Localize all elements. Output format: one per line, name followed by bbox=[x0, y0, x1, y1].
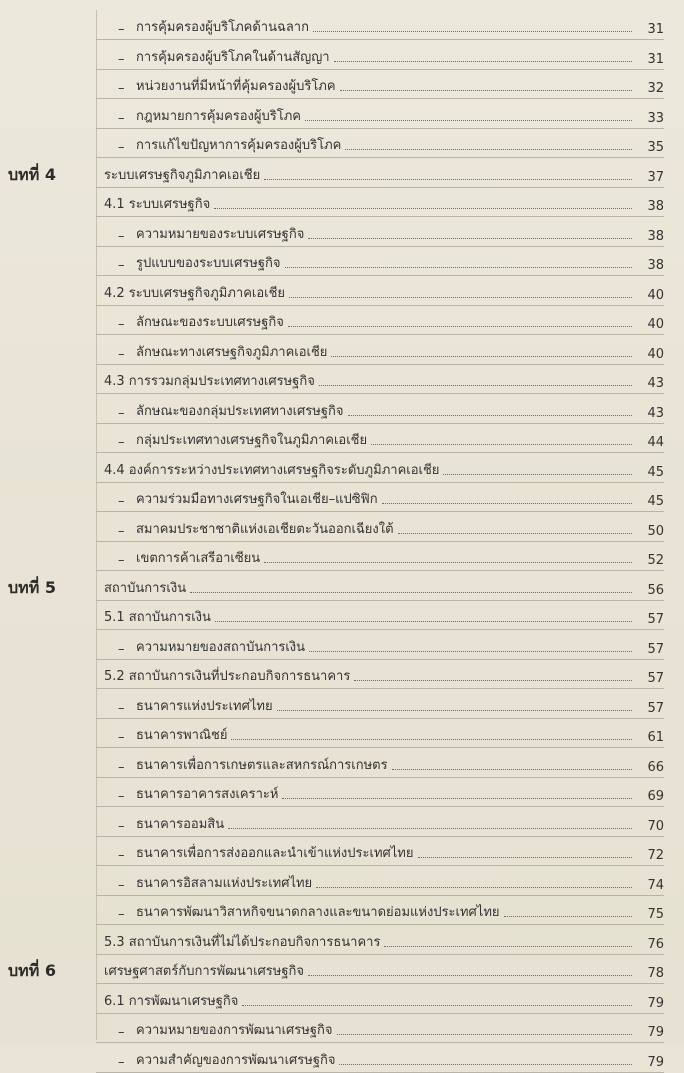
entry-title: กฎหมายการคุ้มครองผู้บริโภค bbox=[136, 108, 302, 124]
bullet-dash: – bbox=[118, 346, 125, 362]
toc-bullet-row bbox=[0, 630, 684, 660]
dot-leader bbox=[392, 768, 632, 770]
entry-title: ธนาคารแห่งประเทศไทย bbox=[136, 698, 273, 714]
dot-leader bbox=[382, 502, 632, 504]
dot-leader bbox=[190, 591, 632, 593]
page-number: 33 bbox=[647, 110, 664, 126]
toc-bullet-row bbox=[0, 836, 684, 866]
page-number: 37 bbox=[647, 169, 664, 185]
toc-bullet-row bbox=[0, 423, 684, 453]
dot-leader bbox=[305, 119, 632, 121]
page-number: 52 bbox=[647, 553, 664, 568]
dot-leader bbox=[331, 355, 632, 357]
toc-entry bbox=[118, 487, 664, 509]
toc-entry bbox=[104, 664, 664, 686]
toc-entry bbox=[118, 900, 664, 922]
toc-bullet-row bbox=[0, 689, 684, 719]
dot-leader bbox=[504, 915, 632, 917]
bullet-dash: – bbox=[118, 435, 125, 450]
toc-entry bbox=[104, 281, 664, 303]
page-number: 40 bbox=[647, 346, 664, 362]
entry-title: ความสำคัญของการพัฒนาเศรษฐกิจ bbox=[136, 1052, 336, 1068]
toc-entry bbox=[118, 1018, 664, 1040]
entry-title: กลุ่มประเทศทางเศรษฐกิจในภูมิภาคเอเชีย bbox=[136, 433, 368, 448]
page-number: 57 bbox=[647, 612, 664, 627]
toc-bullet-row bbox=[0, 69, 684, 99]
toc-entry bbox=[118, 428, 664, 450]
page-number: 45 bbox=[647, 464, 664, 480]
page-number: 56 bbox=[647, 582, 664, 598]
toc-section-row bbox=[0, 187, 684, 217]
bullet-dash: – bbox=[118, 405, 125, 421]
entry-title: ความหมายของสถาบันการเงิน bbox=[136, 639, 306, 655]
dot-leader bbox=[242, 1004, 632, 1006]
toc-entry bbox=[104, 192, 664, 214]
dot-leader bbox=[319, 384, 632, 386]
entry-title: 4.2 ระบบเศรษฐกิจภูมิภาคเอเชีย bbox=[104, 285, 286, 301]
toc-bullet-row bbox=[0, 10, 684, 40]
toc-entry bbox=[118, 251, 664, 273]
toc-entry bbox=[104, 576, 664, 598]
bullet-dash: – bbox=[118, 641, 125, 657]
dot-leader bbox=[398, 532, 632, 534]
entry-title: ลักษณะทางเศรษฐกิจภูมิภาคเอเชีย bbox=[136, 344, 328, 360]
entry-title: ธนาคารเพื่อการเกษตรและสหกรณ์การเกษตร bbox=[136, 757, 388, 773]
toc-section-row bbox=[0, 453, 684, 483]
bullet-dash: – bbox=[118, 51, 125, 67]
toc-entry bbox=[118, 812, 664, 834]
page-number: 75 bbox=[647, 907, 664, 922]
toc-chapter-row bbox=[0, 571, 684, 601]
toc-entry bbox=[118, 15, 664, 37]
toc-bullet-row bbox=[0, 394, 684, 424]
page-number: 38 bbox=[647, 258, 664, 273]
toc-entry bbox=[118, 694, 664, 716]
bullet-dash: – bbox=[118, 110, 125, 126]
toc-entry bbox=[118, 133, 664, 155]
toc-section-row bbox=[0, 984, 684, 1014]
chapter-label: บทที่ 4 bbox=[8, 164, 56, 184]
page-number: 50 bbox=[647, 523, 664, 539]
entry-title: 4.3 การรวมกลุ่มประเทศทางเศรษฐกิจ bbox=[104, 374, 315, 389]
dot-leader bbox=[443, 473, 632, 475]
page-number: 43 bbox=[647, 376, 664, 391]
bullet-dash: – bbox=[118, 730, 125, 745]
dot-leader bbox=[371, 443, 632, 445]
toc-bullet-row bbox=[0, 99, 684, 129]
entry-title: ความหมายของระบบเศรษฐกิจ bbox=[136, 226, 305, 242]
page-number: 57 bbox=[647, 700, 664, 716]
dot-leader bbox=[337, 1033, 632, 1035]
toc-bullet-row bbox=[0, 246, 684, 276]
page-number: 40 bbox=[647, 287, 664, 303]
page-number: 38 bbox=[647, 228, 664, 244]
bullet-dash: – bbox=[118, 258, 125, 273]
page-number: 72 bbox=[647, 848, 664, 863]
entry-title: สมาคมประชาชาติแห่งเอเชียตะวันออกเฉียงใต้ bbox=[136, 521, 394, 537]
toc-entry bbox=[104, 959, 664, 981]
bullet-dash: – bbox=[118, 22, 125, 37]
entry-title: ธนาคารเพื่อการส่งออกและนำเข้าแห่งประเทศไทย bbox=[136, 846, 414, 861]
entry-title: 5.2 สถาบันการเงินที่ประกอบกิจการธนาคาร bbox=[104, 669, 351, 684]
entry-title: ระบบเศรษฐกิจภูมิภาคเอเชีย bbox=[104, 167, 261, 183]
entry-title: ธนาคารออมสิน bbox=[136, 816, 225, 832]
bullet-dash: – bbox=[118, 317, 125, 332]
page-number: 40 bbox=[647, 317, 664, 332]
entry-title: เขตการค้าเสรีอาเซียน bbox=[136, 551, 261, 566]
toc-bullet-row bbox=[0, 482, 684, 512]
toc-entry bbox=[118, 74, 664, 96]
toc-bullet-row bbox=[0, 512, 684, 542]
entry-title: 4.1 ระบบเศรษฐกิจ bbox=[104, 197, 211, 212]
bullet-dash: – bbox=[118, 1025, 125, 1040]
bullet-dash: – bbox=[118, 789, 125, 804]
entry-title: ลักษณะของระบบเศรษฐกิจ bbox=[136, 315, 284, 330]
bullet-dash: – bbox=[118, 228, 125, 244]
toc-section-row bbox=[0, 276, 684, 306]
entry-title: 4.4 องค์การระหว่างประเทศทางเศรษฐกิจระดับภูมิภาคเอเชีย bbox=[104, 462, 440, 478]
toc-entry bbox=[118, 340, 664, 362]
page-number: 44 bbox=[647, 435, 664, 450]
dot-leader bbox=[214, 207, 632, 209]
toc-entry bbox=[118, 399, 664, 421]
dot-leader bbox=[340, 89, 632, 91]
entry-title: การแก้ไขปัญหาการคุ้มครองผู้บริโภค bbox=[136, 138, 342, 153]
dot-leader bbox=[316, 886, 632, 888]
page-number: 31 bbox=[647, 51, 664, 67]
entry-title: ธนาคารอิสลามแห่งประเทศไทย bbox=[136, 875, 313, 891]
toc-entry bbox=[104, 605, 664, 627]
entry-title: ความหมายของการพัฒนาเศรษฐกิจ bbox=[136, 1023, 333, 1038]
toc-bullet-row bbox=[0, 866, 684, 896]
entry-title: ธนาคารอาคารสงเคราะห์ bbox=[136, 787, 279, 802]
page-number: 70 bbox=[647, 818, 664, 834]
bullet-dash: – bbox=[118, 877, 125, 893]
page-number: 76 bbox=[647, 936, 664, 952]
page-number: 45 bbox=[647, 494, 664, 509]
toc-bullet-row bbox=[0, 305, 684, 335]
page-number: 61 bbox=[647, 730, 664, 745]
entry-title: รูปแบบของระบบเศรษฐกิจ bbox=[136, 256, 281, 271]
toc-bullet-row bbox=[0, 541, 684, 571]
toc-entry bbox=[118, 1048, 664, 1070]
toc-entry bbox=[104, 930, 664, 952]
dot-leader bbox=[282, 797, 632, 799]
page-number: 35 bbox=[647, 140, 664, 155]
page-number: 79 bbox=[647, 995, 664, 1011]
chapter-label: บทที่ 6 bbox=[8, 961, 56, 980]
toc-entry bbox=[118, 222, 664, 244]
toc-entry bbox=[118, 104, 664, 126]
toc-entry bbox=[118, 871, 664, 893]
dot-leader bbox=[354, 679, 632, 681]
dot-leader bbox=[384, 945, 632, 947]
dot-leader bbox=[309, 650, 632, 652]
dot-leader bbox=[277, 709, 632, 711]
toc-section-row bbox=[0, 659, 684, 689]
toc-bullet-row bbox=[0, 895, 684, 925]
toc-bullet-row bbox=[0, 1013, 684, 1043]
entry-title: 5.3 สถาบันการเงินที่ไม่ได้ประกอบกิจการธนาคาร bbox=[104, 934, 381, 950]
dot-leader bbox=[308, 237, 632, 239]
dot-leader bbox=[264, 561, 632, 563]
bullet-dash: – bbox=[118, 907, 125, 922]
bullet-dash: – bbox=[118, 1054, 125, 1070]
toc-entry bbox=[104, 458, 664, 480]
page-number: 43 bbox=[647, 405, 664, 421]
dot-leader bbox=[334, 60, 632, 62]
toc-section-row bbox=[0, 364, 684, 394]
bullet-dash: – bbox=[118, 818, 125, 834]
bullet-dash: – bbox=[118, 494, 125, 509]
entry-title: ลักษณะของกลุ่มประเทศทางเศรษฐกิจ bbox=[136, 403, 344, 419]
dot-leader bbox=[289, 296, 632, 298]
dot-leader bbox=[418, 856, 633, 858]
toc-bullet-row bbox=[0, 335, 684, 365]
toc-entry bbox=[104, 163, 664, 185]
dot-leader bbox=[228, 827, 632, 829]
toc-bullet-row bbox=[0, 807, 684, 837]
bullet-dash: – bbox=[118, 553, 125, 568]
toc-bullet-row bbox=[0, 748, 684, 778]
dot-leader bbox=[308, 974, 632, 976]
toc-entry bbox=[104, 369, 664, 391]
page-number: 57 bbox=[647, 671, 664, 686]
page-number: 31 bbox=[647, 22, 664, 37]
row-rule bbox=[96, 1072, 664, 1073]
toc-entry bbox=[118, 782, 664, 804]
entry-title: การคุ้มครองผู้บริโภคด้านฉลาก bbox=[136, 20, 309, 35]
toc-entry bbox=[118, 841, 664, 863]
toc-entry bbox=[118, 753, 664, 775]
toc-entry bbox=[118, 546, 664, 568]
dot-leader bbox=[231, 738, 632, 740]
toc-entry bbox=[118, 310, 664, 332]
page-number: 66 bbox=[647, 759, 664, 775]
toc-entry bbox=[118, 723, 664, 745]
entry-title: 5.1 สถาบันการเงิน bbox=[104, 610, 211, 625]
toc-entry bbox=[118, 517, 664, 539]
page-number: 79 bbox=[647, 1025, 664, 1040]
bullet-dash: – bbox=[118, 140, 125, 155]
dot-leader bbox=[288, 325, 632, 327]
dot-leader bbox=[348, 414, 632, 416]
entry-title: ธนาคารพัฒนาวิสาหกิจขนาดกลางและขนาดย่อมแห่งประเทศไทย bbox=[136, 905, 500, 920]
toc-bullet-row bbox=[0, 777, 684, 807]
toc-chapter-row bbox=[0, 954, 684, 984]
entry-title: สถาบันการเงิน bbox=[104, 580, 187, 596]
toc-bullet-row bbox=[0, 718, 684, 748]
toc-bullet-row bbox=[0, 217, 684, 247]
toc-section-row bbox=[0, 600, 684, 630]
entry-title: ความร่วมมือทางเศรษฐกิจในเอเชีย–แปซิฟิก bbox=[136, 492, 378, 507]
toc-entry bbox=[104, 989, 664, 1011]
toc-entry bbox=[118, 45, 664, 67]
chapter-label: บทที่ 5 bbox=[8, 577, 56, 597]
toc-chapter-row bbox=[0, 158, 684, 188]
entry-title: 6.1 การพัฒนาเศรษฐกิจ bbox=[104, 993, 239, 1009]
toc-bullet-row bbox=[0, 1043, 684, 1073]
page-number: 38 bbox=[647, 199, 664, 214]
entry-title: ธนาคารพาณิชย์ bbox=[136, 728, 228, 743]
dot-leader bbox=[313, 30, 632, 32]
dot-leader bbox=[264, 178, 632, 180]
bullet-dash: – bbox=[118, 81, 125, 96]
bullet-dash: – bbox=[118, 523, 125, 539]
dot-leader bbox=[339, 1063, 632, 1065]
dot-leader bbox=[285, 266, 632, 268]
dot-leader bbox=[215, 620, 632, 622]
toc-bullet-row bbox=[0, 128, 684, 158]
page-number: 32 bbox=[647, 81, 664, 96]
dot-leader bbox=[345, 148, 632, 150]
toc-section-row bbox=[0, 925, 684, 955]
page-number: 74 bbox=[647, 877, 664, 893]
bullet-dash: – bbox=[118, 759, 125, 775]
page-number: 69 bbox=[647, 789, 664, 804]
entry-title: หน่วยงานที่มีหน้าที่คุ้มครองผู้บริโภค bbox=[136, 79, 336, 94]
toc-bullet-row bbox=[0, 40, 684, 70]
page-number: 79 bbox=[647, 1054, 664, 1070]
page-number: 78 bbox=[647, 966, 664, 981]
entry-title: เศรษฐศาสตร์กับการพัฒนาเศรษฐกิจ bbox=[104, 964, 305, 979]
page-number: 57 bbox=[647, 641, 664, 657]
bullet-dash: – bbox=[118, 700, 125, 716]
bullet-dash: – bbox=[118, 848, 125, 863]
toc-entry bbox=[118, 635, 664, 657]
entry-title: การคุ้มครองผู้บริโภคในด้านสัญญา bbox=[136, 49, 330, 65]
